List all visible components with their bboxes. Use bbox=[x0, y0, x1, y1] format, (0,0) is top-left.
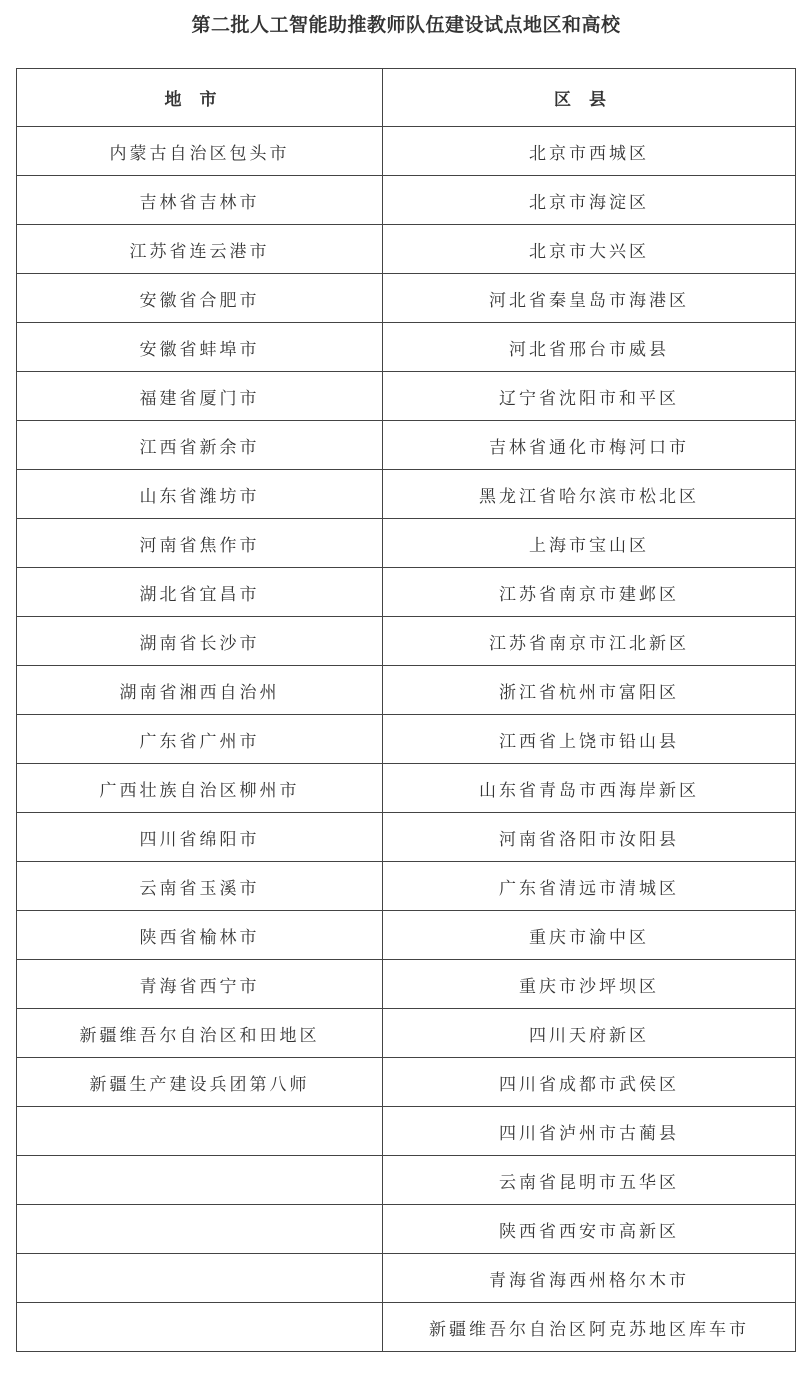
city-cell bbox=[17, 1205, 383, 1254]
district-cell: 江苏省南京市江北新区 bbox=[383, 617, 796, 666]
district-cell: 广东省清远市清城区 bbox=[383, 862, 796, 911]
city-cell: 四川省绵阳市 bbox=[17, 813, 383, 862]
table-header-row bbox=[17, 69, 796, 127]
table-row bbox=[17, 960, 796, 1009]
table-row bbox=[17, 1009, 796, 1058]
table-row bbox=[17, 127, 796, 176]
column-header-city: 地市 bbox=[17, 69, 383, 127]
district-cell: 山东省青岛市西海岸新区 bbox=[383, 764, 796, 813]
table-row bbox=[17, 862, 796, 911]
city-cell: 青海省西宁市 bbox=[17, 960, 383, 1009]
table-row bbox=[17, 421, 796, 470]
city-cell: 湖北省宜昌市 bbox=[17, 568, 383, 617]
table-row bbox=[17, 372, 796, 421]
district-cell: 重庆市沙坪坝区 bbox=[383, 960, 796, 1009]
table-row bbox=[17, 176, 796, 225]
table-row bbox=[17, 568, 796, 617]
table-row bbox=[17, 1156, 796, 1205]
district-cell: 河北省邢台市威县 bbox=[383, 323, 796, 372]
city-cell: 吉林省吉林市 bbox=[17, 176, 383, 225]
district-cell: 四川省成都市武侯区 bbox=[383, 1058, 796, 1107]
table-row bbox=[17, 323, 796, 372]
district-cell: 北京市海淀区 bbox=[383, 176, 796, 225]
district-cell: 上海市宝山区 bbox=[383, 519, 796, 568]
table-row bbox=[17, 666, 796, 715]
district-cell: 新疆维吾尔自治区阿克苏地区库车市 bbox=[383, 1303, 796, 1352]
pilot-regions-table bbox=[16, 68, 796, 1352]
column-header-district: 区县 bbox=[383, 69, 796, 127]
district-cell: 江苏省南京市建邺区 bbox=[383, 568, 796, 617]
city-cell: 湖南省湘西自治州 bbox=[17, 666, 383, 715]
district-cell: 四川省泸州市古蔺县 bbox=[383, 1107, 796, 1156]
district-cell: 陕西省西安市高新区 bbox=[383, 1205, 796, 1254]
district-cell: 青海省海西州格尔木市 bbox=[383, 1254, 796, 1303]
city-cell: 内蒙古自治区包头市 bbox=[17, 127, 383, 176]
city-cell: 广西壮族自治区柳州市 bbox=[17, 764, 383, 813]
city-cell: 陕西省榆林市 bbox=[17, 911, 383, 960]
table-row bbox=[17, 470, 796, 519]
city-cell: 山东省潍坊市 bbox=[17, 470, 383, 519]
table-row bbox=[17, 1205, 796, 1254]
city-cell: 湖南省长沙市 bbox=[17, 617, 383, 666]
table-row bbox=[17, 911, 796, 960]
page-title: 第二批人工智能助推教师队伍建设试点地区和高校 bbox=[191, 14, 621, 36]
district-cell: 黑龙江省哈尔滨市松北区 bbox=[383, 470, 796, 519]
table-row bbox=[17, 1107, 796, 1156]
city-cell: 江苏省连云港市 bbox=[17, 225, 383, 274]
city-cell: 安徽省蚌埠市 bbox=[17, 323, 383, 372]
table-row bbox=[17, 274, 796, 323]
table-row bbox=[17, 715, 796, 764]
city-cell: 江西省新余市 bbox=[17, 421, 383, 470]
district-cell: 北京市大兴区 bbox=[383, 225, 796, 274]
table-row bbox=[17, 1303, 796, 1352]
city-cell bbox=[17, 1107, 383, 1156]
city-cell: 新疆维吾尔自治区和田地区 bbox=[17, 1009, 383, 1058]
district-cell: 重庆市渝中区 bbox=[383, 911, 796, 960]
table-row bbox=[17, 617, 796, 666]
district-cell: 北京市西城区 bbox=[383, 127, 796, 176]
city-cell bbox=[17, 1303, 383, 1352]
table-row bbox=[17, 1254, 796, 1303]
district-cell: 河北省秦皇岛市海港区 bbox=[383, 274, 796, 323]
table-body bbox=[17, 127, 796, 1352]
city-cell: 新疆生产建设兵团第八师 bbox=[17, 1058, 383, 1107]
table-row bbox=[17, 813, 796, 862]
district-cell: 吉林省通化市梅河口市 bbox=[383, 421, 796, 470]
district-cell: 江西省上饶市铅山县 bbox=[383, 715, 796, 764]
district-cell: 河南省洛阳市汝阳县 bbox=[383, 813, 796, 862]
city-cell bbox=[17, 1156, 383, 1205]
district-cell: 浙江省杭州市富阳区 bbox=[383, 666, 796, 715]
city-cell bbox=[17, 1254, 383, 1303]
city-cell: 福建省厦门市 bbox=[17, 372, 383, 421]
table-row bbox=[17, 225, 796, 274]
table-row bbox=[17, 764, 796, 813]
table-row bbox=[17, 519, 796, 568]
city-cell: 云南省玉溪市 bbox=[17, 862, 383, 911]
district-cell: 四川天府新区 bbox=[383, 1009, 796, 1058]
city-cell: 河南省焦作市 bbox=[17, 519, 383, 568]
city-cell: 安徽省合肥市 bbox=[17, 274, 383, 323]
city-cell: 广东省广州市 bbox=[17, 715, 383, 764]
table-row bbox=[17, 1058, 796, 1107]
district-cell: 云南省昆明市五华区 bbox=[383, 1156, 796, 1205]
district-cell: 辽宁省沈阳市和平区 bbox=[383, 372, 796, 421]
